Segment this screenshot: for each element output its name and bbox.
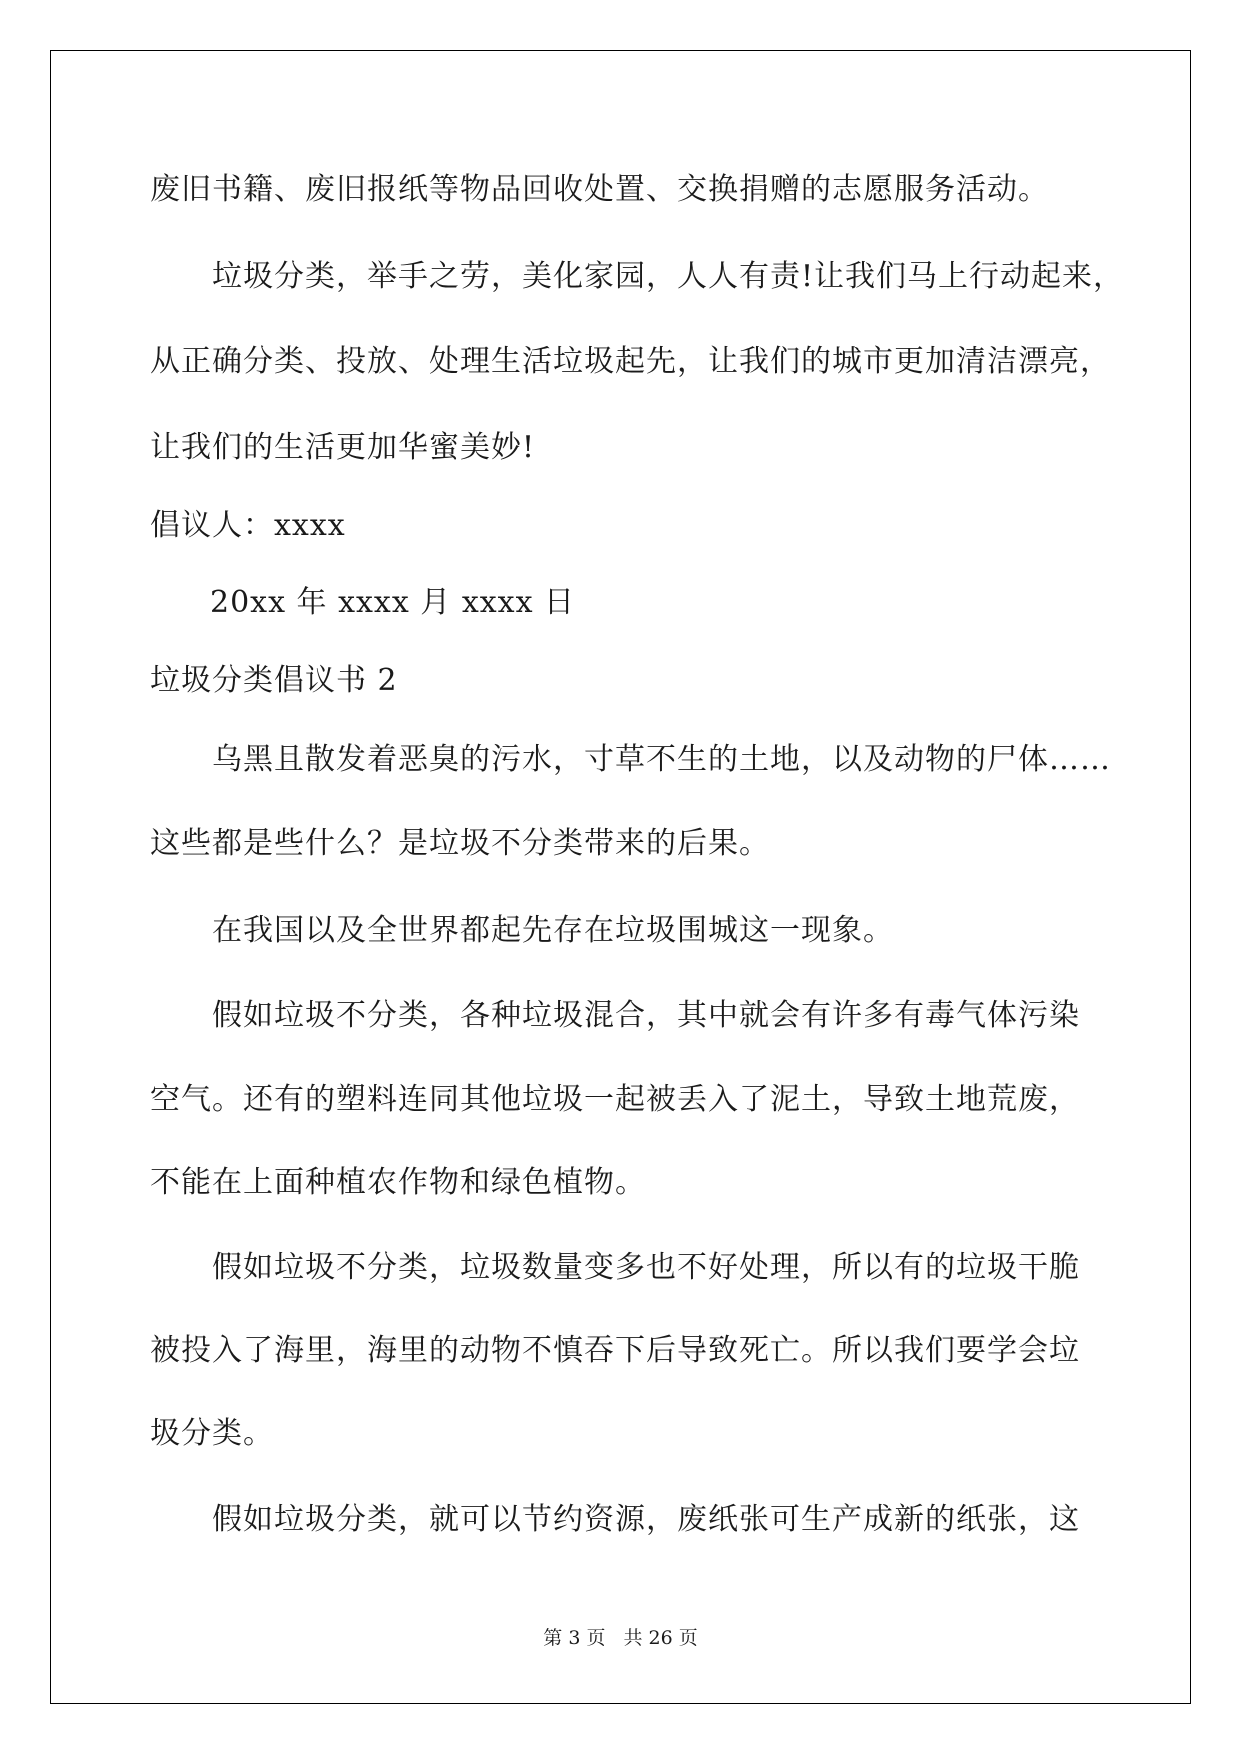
page-number: 第 3 页 [543,1627,606,1649]
page-total: 共 26 页 [623,1627,698,1649]
section-title: 垃圾分类倡议书 2 [150,663,398,698]
text-line: 从正确分类、投放、处理生活垃圾起先，让我们的城市更加清洁漂亮， [150,344,1111,379]
date-line: 20xx 年 xxxx 月 xxxx 日 [210,585,576,620]
page-footer [0,1625,1241,1651]
text-line: 在我国以及全世界都起先存在垃圾围城这一现象。 [212,913,894,948]
text-line: 被投入了海里，海里的动物不慎吞下后导致死亡。所以我们要学会垃 [150,1333,1080,1368]
text-line: 假如垃圾不分类，各种垃圾混合，其中就会有许多有毒气体污染 [212,998,1080,1033]
signer-line: 倡议人：xxxx [150,508,346,543]
text-line: 让我们的生活更加华蜜美妙! [150,430,536,465]
text-line: 垃圾分类，举手之劳，美化家园，人人有责!让我们马上行动起来， [212,259,1125,294]
text-line: 假如垃圾分类，就可以节约资源，废纸张可生产成新的纸张，这 [212,1502,1080,1537]
text-line: 不能在上面种植农作物和绿色植物。 [150,1165,646,1200]
text-line: 废旧书籍、废旧报纸等物品回收处置、交换捐赠的志愿服务活动。 [150,172,1049,207]
text-line: 假如垃圾不分类，垃圾数量变多也不好处理，所以有的垃圾干脆 [212,1250,1080,1285]
text-line: 乌黑且散发着恶臭的污水，寸草不生的土地，以及动物的尸体…… [212,742,1111,777]
text-line: 圾分类。 [150,1416,274,1451]
text-line: 这些都是些什么？是垃圾不分类带来的后果。 [150,826,770,861]
text-line: 空气。还有的塑料连同其他垃圾一起被丢入了泥土，导致土地荒废， [150,1082,1080,1117]
page-border [50,50,1191,1704]
